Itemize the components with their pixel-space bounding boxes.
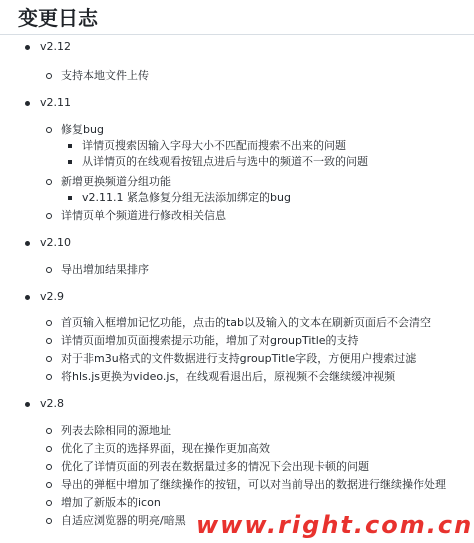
change-item: 首页输入框增加记忆功能，点击的tab以及输入的文本在刷新页面后不会清空 [61,316,432,329]
change-item-bullet [46,500,52,506]
change-subitem: 从详情页的在线观看按钮点进后与选中的频道不一致的问题 [82,155,368,168]
version-label-bullet [25,101,30,106]
change-item-bullet [46,73,52,79]
title-divider [0,34,474,35]
version-label-bullet [25,241,30,246]
change-item: 列表去除相同的源地址 [61,424,171,437]
change-item: 详情页面增加页面搜索提示功能，增加了对groupTitle的支持 [61,334,359,347]
version-label-bullet [25,402,30,407]
change-subitem-bullet [68,196,72,200]
version-label: v2.11 [40,96,72,109]
change-subitem-bullet [68,144,72,148]
version-label: v2.10 [40,236,72,249]
change-item-bullet [46,267,52,273]
change-item-bullet [46,446,52,452]
change-item-bullet [46,482,52,488]
change-subitem: 详情页搜索因输入字母大小不匹配而搜索不出来的问题 [82,139,346,152]
change-item: 支持本地文件上传 [61,69,149,82]
version-label-bullet [25,45,30,50]
change-item: 优化了详情页面的列表在数据量过多的情况下会出现卡顿的问题 [61,460,369,473]
change-item: 增加了新版本的icon [61,496,161,509]
change-item: 对于非m3u格式的文件数据进行支持groupTitle字段，方便用户搜索过滤 [61,352,417,365]
change-item-bullet [46,338,52,344]
change-item: 导出的弹框中增加了继续操作的按钮，可以对当前导出的数据进行继续操作处理 [61,478,446,491]
change-item: 自适应浏览器的明亮/暗黑 [61,514,186,527]
change-item-bullet [46,179,52,185]
version-label: v2.12 [40,40,72,53]
change-item-bullet [46,320,52,326]
watermark-logo: www.right.com.cn [196,511,474,539]
change-item-bullet [46,213,52,219]
change-subitem-bullet [68,160,72,164]
change-item: 修复bug [61,123,104,136]
page-title: 变更日志 [18,6,98,30]
change-item: 详情页单个频道进行修改相关信息 [61,209,226,222]
change-item: 新增更换频道分组功能 [61,175,171,188]
version-label-bullet [25,295,30,300]
change-item-bullet [46,428,52,434]
change-item-bullet [46,374,52,380]
change-item: 将hls.js更换为video.js，在线观看退出后，原视频不会继续缓冲视频 [61,370,396,383]
change-item: 优化了主页的选择界面，现在操作更加高效 [61,442,270,455]
change-item: 导出增加结果排序 [61,263,149,276]
version-label: v2.9 [40,290,65,303]
change-item-bullet [46,464,52,470]
version-label: v2.8 [40,397,65,410]
change-item-bullet [46,356,52,362]
change-item-bullet [46,127,52,133]
change-subitem: v2.11.1 紧急修复分组无法添加绑定的bug [82,191,291,204]
change-item-bullet [46,518,52,524]
